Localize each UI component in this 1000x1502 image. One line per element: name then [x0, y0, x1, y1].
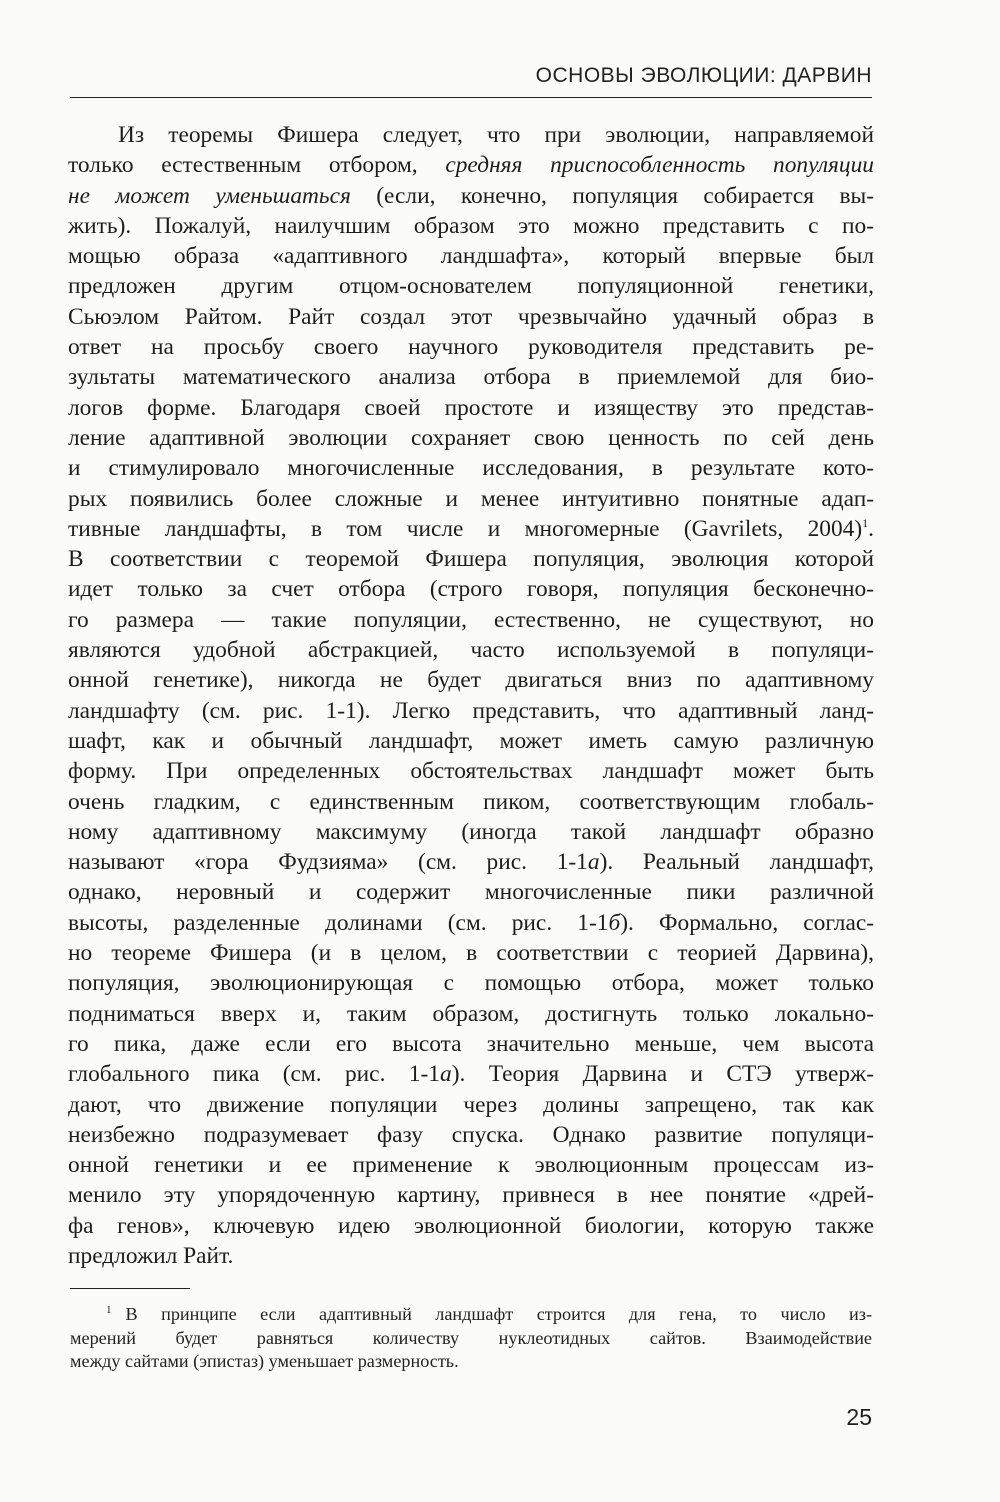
text-line: логов форме. Благодаря своей простоте и изяществу это представ-	[68, 394, 874, 421]
text-run: (если, конечно, популяция собирается вы-	[350, 182, 874, 209]
text-line	[68, 181, 874, 211]
text-line: подниматься вверх и, таким образом, достигнуть только локально-	[68, 1000, 874, 1027]
text-line: Сьюэлом Райтом. Райт создал этот чрезвычайно удачный образ в	[68, 303, 874, 330]
text-run: высоты, разделенные долинами (см. рис. 1-1	[68, 909, 609, 936]
text-line: го пика, даже если его высота значительно меньше, чем высота	[68, 1030, 874, 1057]
text-line: предложил Райт.	[68, 1242, 234, 1269]
page-number: 25	[846, 1404, 872, 1430]
text-line	[68, 1059, 874, 1089]
text-line: шафт, как и обычный ландшафт, может иметь самую различную	[68, 727, 874, 754]
text-line	[68, 908, 874, 938]
text-run: тивные ландшафты, в том числе и многомерные (Gavrilets, 2004)	[68, 515, 863, 542]
text-run: глобального пика (см. рис. 1-1	[68, 1061, 440, 1088]
text-line: неизбежно подразумевает фазу спуска. Однако развитие популяци-	[68, 1121, 874, 1148]
footnote-marker: 1	[106, 1304, 112, 1316]
text-line: мощью образа «адаптивного ландшафта», который впервые был	[68, 243, 874, 270]
text-run: только естественным отбором,	[68, 152, 446, 179]
running-head-title: ОСНОВЫ ЭВОЛЮЦИИ: ДАРВИН	[535, 64, 872, 87]
text-line: го размера — такие популяции, естественно, не существуют, но	[68, 606, 874, 633]
text-line: рых появились более сложные и менее интуитивно понятные адап-	[68, 485, 874, 512]
text-run: .	[868, 515, 874, 542]
text-line: и стимулировало многочисленные исследования, в результате кото-	[68, 455, 874, 482]
footnote-rule	[70, 1288, 190, 1289]
text-line: ному адаптивному максимуму (иногда такой ландшафт образно	[68, 818, 874, 845]
text-line: В соответствии с теоремой Фишера популяция, эволюция которой	[68, 546, 874, 573]
text-line: жить). Пожалуй, наилучшим образом это можно представить с по-	[68, 212, 874, 239]
text-line: ответ на просьбу своего научного руководителя представить ре-	[68, 334, 874, 361]
text-line	[68, 847, 874, 877]
italic-letter: а	[440, 1061, 452, 1088]
text-line: онной генетики и ее применение к эволюционным процессам из-	[68, 1152, 874, 1179]
text-line: идет только за счет отбора (строго говоря, популяция бесконечно-	[68, 576, 874, 603]
text-run: В принципе если адаптивный ландшафт строится для гена, то число из-	[125, 1304, 872, 1324]
text-line: форму. При определенных обстоятельствах ландшафт может быть	[68, 758, 874, 785]
text-line: ландшафту (см. рис. 1-1). Легко представить, что адаптивный ланд-	[68, 697, 874, 724]
text-run: ). Теория Дарвина и СТЭ утверж-	[451, 1061, 874, 1088]
text-line: однако, неровный и содержит многочисленные пики различной	[68, 879, 874, 906]
header-rule	[70, 97, 872, 98]
text-run: ). Реальный ландшафт,	[599, 849, 874, 876]
main-paragraph	[68, 120, 874, 1271]
footnote-line	[70, 1303, 872, 1327]
text-line: очень гладким, с единственным пиком, соответствующим глобаль-	[68, 788, 874, 815]
text-line: ление адаптивной эволюции сохраняет свою ценность по сей день	[68, 424, 874, 451]
text-line: зультаты математического анализа отбора в приемлемой для био-	[68, 364, 874, 391]
text-line: являются удобной абстракцией, часто используемой в популяци-	[68, 637, 874, 664]
italic-phrase: средняя приспособленность популяции	[445, 152, 874, 179]
text-line: но теореме Фишера (и в целом, в соответствии с теорией Дарвина),	[68, 940, 874, 967]
italic-letter: б	[608, 909, 621, 936]
text-line	[68, 150, 874, 180]
italic-letter: а	[587, 849, 600, 876]
text-run: ). Формально, соглас-	[620, 909, 875, 936]
text-line: менило эту упорядоченную картину, привнеся в нее понятие «дрей-	[68, 1182, 874, 1209]
text-line: предложен другим отцом-основателем популяционной генетики,	[68, 273, 874, 300]
footnote-ref: 1	[862, 515, 869, 530]
text-line: онной генетике), никогда не будет двигаться вниз по адаптивному	[68, 667, 874, 694]
text-line	[68, 514, 874, 544]
footnote-line: мерений будет равняться количеству нуклеотидных сайтов. Взаимодействие	[70, 1327, 872, 1348]
text-line: фа генов», ключевую идею эволюционной биологии, которую также	[68, 1212, 874, 1239]
text-line: дают, что движение популяции через долины запрещено, так как	[68, 1091, 874, 1118]
text-line: популяция, эволюционирующая с помощью отбора, может только	[68, 970, 874, 997]
text-line: Из теоремы Фишера следует, что при эволюции, направляемой	[118, 122, 874, 148]
text-run: называют «гора Фудзияма» (см. рис. 1-1	[68, 849, 588, 876]
italic-phrase: не может уменьшаться	[68, 182, 351, 209]
footnote-line: между сайтами (эпистаз) уменьшает размерность.	[70, 1351, 459, 1371]
footnote	[70, 1303, 872, 1374]
